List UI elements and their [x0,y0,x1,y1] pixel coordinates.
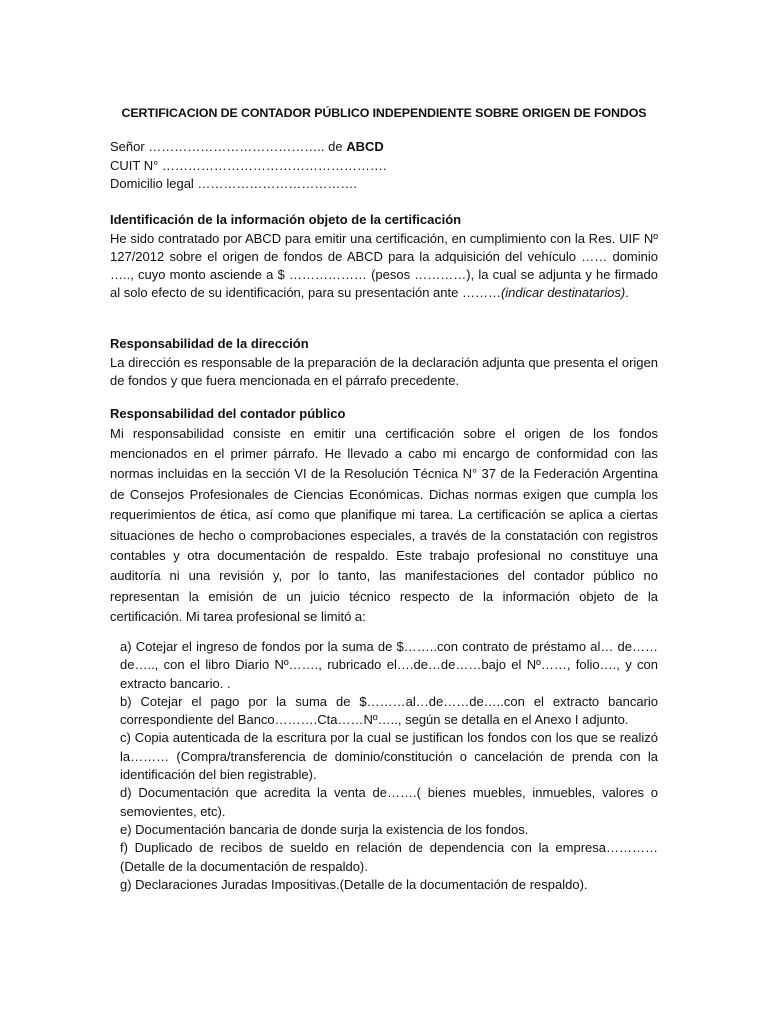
addressee-block [110,138,658,194]
section-body-direccion: La dirección es responsable de la preparación de la declaración adjunta que presenta el origen de fondos y que fuera mencionada en el párrafo precedente. [110,354,658,388]
section-body-contador: Mi responsabilidad consiste en emitir una certificación sobre el origen de los fondos mencionados en el primer párrafo. He llevado a cabo mi encargo de conformidad con las normas incluidas en la sección VI de la Resolución Técnica N° 37 de la Federación Argentina de Consejos Profesionales de Ciencias Económicas. Dichas normas exigen que cumpla los requerimientos de ética, así como que planifique mi tarea. La certificación se aplica a ciertas situaciones de hecho o comprobaciones especiales, a través de la constatación con registros contables y otra documentación de respaldo. Este trabajo profesional no constituye una auditoría ni una revisión y, por lo tanto, las manifestaciones del contador público no representan la emisión de un juicio técnico respecto de la información objeto de la certificación. Mi tarea profesional se limitó a: [110,425,658,625]
list-item: c) Copia autenticada de la escritura por la cual se justifican los fondos con los que se realizó la……… (Compra/transferencia de dominio/constitución o cancelación de prenda con la identificación del bien registrable). [120,730,658,783]
list-item: d) Documentación que acredita la venta de…….( bienes muebles, inmuebles, valores o semovientes, etc). [120,785,658,819]
cuit-line: CUIT N° ……………………………………………. [110,157,387,173]
section-body-identificacion [110,230,658,303]
addressee-prefix: Señor ………………………………….. de [110,139,347,154]
identificacion-recipients: (indicar destinatarios) [500,285,626,301]
identificacion-text: He sido contratado por ABCD para emitir una certificación, en cumplimiento con la Res. UIF Nº 127/2012 sobre el origen de fondos de ABCD para la adquisición del vehículo …… dominio ….., cuyo monto asciende a $ ……………… (pesos …………), la cual se adjunta y he firmado al solo efecto de su identificación, para su presentación ante ……… [110,230,658,301]
section-identificacion [110,211,658,303]
list-item: a) Cotejar el ingreso de fondos por la suma de $……..con contrato de préstamo al… de……de….., con el libro Diario Nº……., rubricado el….de…de……bajo el Nº……, folio…., y con extracto bancario. . [120,639,658,691]
section-contador [110,405,658,628]
section-heading-direccion: Responsabilidad de la dirección [110,336,309,351]
domicilio-line: Domicilio legal ………………………………. [110,176,358,191]
task-list [120,638,658,894]
addressee-company: ABCD [346,139,384,154]
section-heading-identificacion: Identificación de la información objeto de la certificación [110,212,462,227]
section-heading-contador: Responsabilidad del contador público [110,406,346,421]
addressee-name-line [110,138,658,157]
list-item: g) Declaraciones Juradas Impositivas.(Detalle de la documentación de respaldo). [120,876,588,892]
identificacion-end: . [625,285,629,301]
document-title: CERTIFICACION DE CONTADOR PÚBLICO INDEPENDIENTE SOBRE ORIGEN DE FONDOS [121,106,647,120]
list-item: b) Cotejar el pago por la suma de $………al…de……de…..con el extracto bancario correspondiente del Banco……….Cta……Nº….., según se detalla en el Anexo I adjunto. [120,693,658,728]
section-direccion [110,335,658,390]
list-item: f) Duplicado de recibos de sueldo en relación de dependencia con la empresa…………(Detalle de la documentación de respaldo). [120,840,658,874]
document-page [110,0,658,1024]
list-item: e) Documentación bancaria de donde surja la existencia de los fondos. [120,821,529,837]
